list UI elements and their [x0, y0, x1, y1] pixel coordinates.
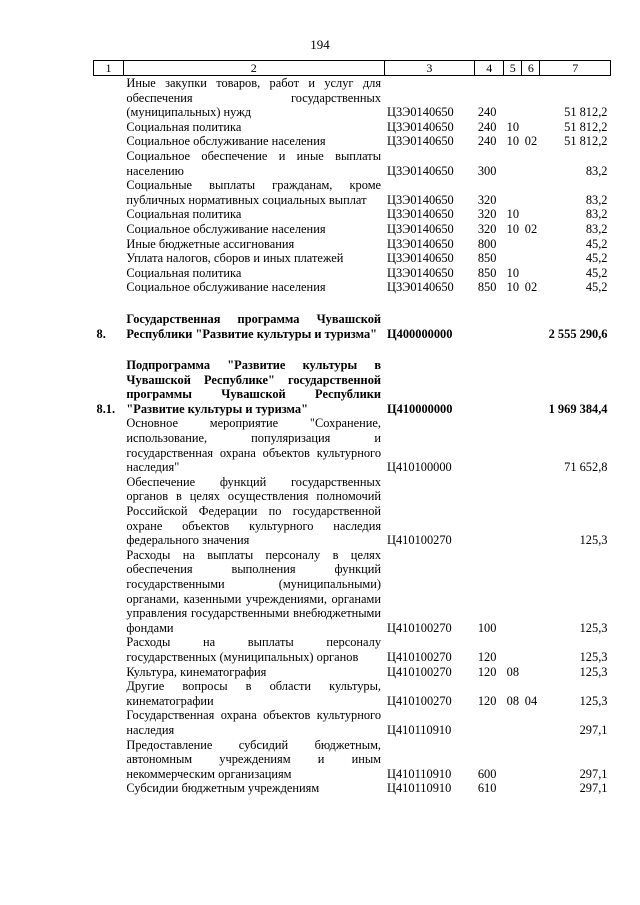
subsection-code: [522, 149, 540, 178]
row-name: Социальная политика: [126, 207, 242, 222]
row-name: Социальное обслуживание населения: [126, 280, 326, 295]
row-number: [94, 134, 124, 149]
section-code: [504, 738, 522, 782]
column-number: 3: [384, 61, 475, 76]
column-number: 1: [94, 61, 124, 76]
column-number: 2: [123, 61, 384, 76]
table-row: [94, 251, 611, 266]
table-row: [94, 635, 611, 664]
section-code: 10: [506, 207, 520, 222]
section-code: [504, 149, 522, 178]
target-article-code: Ц3Э0140650: [387, 105, 454, 120]
table-row: [94, 207, 611, 222]
row-number: [94, 76, 124, 120]
spacer-row: [94, 295, 611, 312]
expense-type-code: [475, 475, 504, 548]
row-amount: 45,2: [585, 280, 608, 295]
subsection-code: [522, 207, 540, 222]
target-article-code: Ц3Э0140650: [387, 236, 454, 251]
expense-type-code: 850: [477, 280, 497, 295]
row-number: [94, 635, 124, 664]
table-row: [94, 280, 611, 295]
row-name: Другие вопросы в области культуры, кинематографии: [126, 679, 382, 708]
table-row: [94, 76, 611, 120]
target-article-code: Ц3Э0140650: [387, 221, 454, 236]
row-name: Государственная программа Чувашской Республики "Развитие культуры и туризма": [126, 311, 382, 341]
row-name: Обеспечение функций государственных органов в целях осуществления полномочий Российской Федерации по государственной охране объектов культурного наследия федерального значения: [126, 474, 382, 548]
row-number: [94, 475, 124, 548]
row-number: 8.: [96, 326, 106, 341]
row-name: Культура, кинематография: [126, 664, 267, 679]
row-amount: 125,3: [579, 693, 608, 708]
column-number: 7: [540, 61, 611, 76]
row-name: Основное мероприятие "Сохранение, использование, популяризация и государственная охрана объектов культурного наследия": [126, 416, 382, 475]
table-row: [94, 178, 611, 207]
section-code: 10: [506, 134, 520, 149]
row-amount: 51 812,2: [564, 134, 608, 149]
expense-type-code: 600: [477, 766, 497, 781]
column-number: 6: [522, 61, 540, 76]
row-number: [94, 280, 124, 295]
table-row: [94, 358, 611, 416]
target-article-code: Ц410100270: [387, 620, 452, 635]
row-amount: 297,1: [579, 722, 608, 737]
subsection-code: [522, 251, 540, 266]
expense-type-code: 120: [477, 693, 497, 708]
section-code: [504, 548, 522, 636]
expense-type-code: 320: [477, 207, 497, 222]
column-number: 5: [504, 61, 522, 76]
subsection-code: 02: [524, 280, 538, 295]
target-article-code: Ц410000000: [387, 401, 453, 416]
row-name: Социальное обслуживание населения: [126, 134, 326, 149]
spacer-row: [94, 341, 611, 358]
row-amount: 71 652,8: [564, 460, 608, 475]
row-number: [94, 266, 124, 281]
section-code: [504, 781, 522, 796]
section-code: [504, 635, 522, 664]
subsection-code: 02: [524, 134, 538, 149]
target-article-code: Ц3Э0140650: [387, 207, 454, 222]
table-row: [94, 738, 611, 782]
expense-type-code: [475, 358, 504, 416]
table-row: [94, 222, 611, 237]
subsection-code: [522, 358, 540, 416]
row-number: [94, 237, 124, 252]
section-code: 10: [506, 119, 520, 134]
expense-type-code: 850: [477, 265, 497, 280]
row-name: Социальные выплаты гражданам, кроме публичных нормативных социальных выплат: [126, 178, 382, 207]
target-article-code: Ц410110910: [387, 781, 452, 796]
section-code: [504, 178, 522, 207]
column-number: 4: [475, 61, 504, 76]
table-row: [94, 266, 611, 281]
budget-table: [93, 60, 611, 796]
row-number: [94, 708, 124, 737]
section-code: [504, 76, 522, 120]
target-article-code: Ц400000000: [387, 326, 453, 341]
row-number: [94, 207, 124, 222]
expense-type-code: 300: [477, 163, 497, 178]
section-code: [504, 237, 522, 252]
page-number: 194: [310, 37, 330, 52]
table-row: [94, 475, 611, 548]
target-article-code: Ц3Э0140650: [387, 119, 454, 134]
expense-type-code: 240: [477, 119, 497, 134]
section-code: [504, 416, 522, 474]
row-amount: 83,2: [585, 163, 608, 178]
target-article-code: Ц410100270: [387, 693, 452, 708]
row-number: [94, 149, 124, 178]
subsection-code: [522, 708, 540, 737]
column-number-header: [94, 61, 611, 76]
row-amount: 51 812,2: [564, 105, 608, 120]
expense-type-code: 800: [477, 236, 497, 251]
expense-type-code: [475, 416, 504, 474]
subsection-code: [522, 635, 540, 664]
subsection-code: [522, 120, 540, 135]
target-article-code: Ц3Э0140650: [387, 251, 454, 266]
row-amount: 297,1: [579, 781, 608, 796]
expense-type-code: [475, 708, 504, 737]
target-article-code: Ц410100270: [387, 664, 452, 679]
subsection-code: [522, 781, 540, 796]
row-amount: 51 812,2: [564, 119, 608, 134]
section-code: [504, 475, 522, 548]
table-row: [94, 665, 611, 680]
row-name: Государственная охрана объектов культурного наследия: [126, 708, 382, 737]
target-article-code: Ц410110910: [387, 766, 452, 781]
subsection-code: [522, 416, 540, 474]
expense-type-code: 100: [477, 620, 497, 635]
row-number: [94, 178, 124, 207]
subsection-code: [522, 266, 540, 281]
expense-type-code: 120: [477, 649, 497, 664]
subsection-code: [522, 548, 540, 636]
row-amount: 125,3: [579, 620, 608, 635]
row-amount: 1 969 384,4: [548, 401, 608, 416]
target-article-code: Ц410100000: [387, 460, 452, 475]
row-amount: 2 555 290,6: [548, 326, 608, 341]
section-code: [504, 358, 522, 416]
table-body: [94, 76, 611, 796]
subsection-code: [522, 76, 540, 120]
target-article-code: Ц410110910: [387, 722, 452, 737]
row-name: Предоставление субсидий бюджетным, автономным учреждениям и иным некоммерческим организациям: [126, 737, 382, 781]
row-name: Социальная политика: [126, 119, 242, 134]
expense-type-code: 120: [477, 664, 497, 679]
table-row: [94, 708, 611, 737]
row-amount: 45,2: [585, 265, 608, 280]
row-name: Расходы на выплаты персоналу в целях обеспечения выполнения функций государственными (муниципальными) органами, казенными учреждениями, органами управления государственными внебюджетными фондами: [126, 547, 382, 635]
row-name: Уплата налогов, сборов и иных платежей: [126, 251, 344, 266]
section-code: 10: [506, 221, 520, 236]
table-row: [94, 548, 611, 636]
expense-type-code: 320: [477, 221, 497, 236]
row-name: Социальное обеспечение и иные выплаты населению: [126, 148, 382, 178]
row-amount: 45,2: [585, 236, 608, 251]
row-name: Субсидии бюджетным учреждениям: [126, 781, 320, 796]
table-row: [94, 679, 611, 708]
row-amount: 83,2: [585, 207, 608, 222]
row-amount: 297,1: [579, 766, 608, 781]
table-row: [94, 149, 611, 178]
table-row: [94, 120, 611, 135]
row-name: Иные закупки товаров, работ и услуг для обеспечения государственных (муниципальных) нужд: [126, 76, 382, 120]
table-row: [94, 134, 611, 149]
row-number: [94, 548, 124, 636]
subsection-code: [522, 665, 540, 680]
subsection-code: [522, 738, 540, 782]
row-amount: 83,2: [585, 221, 608, 236]
target-article-code: Ц3Э0140650: [387, 265, 454, 280]
target-article-code: Ц3Э0140650: [387, 280, 454, 295]
row-number: [94, 679, 124, 708]
section-code: [504, 708, 522, 737]
row-amount: 125,3: [579, 664, 608, 679]
target-article-code: Ц3Э0140650: [387, 192, 454, 207]
row-number: [94, 665, 124, 680]
row-name: Социальное обслуживание населения: [126, 221, 326, 236]
expense-type-code: 240: [477, 105, 497, 120]
row-number: [94, 781, 124, 796]
subsection-code: 04: [524, 693, 538, 708]
expense-type-code: 240: [477, 134, 497, 149]
row-name: Подпрограмма "Развитие культуры в Чувашской Республике" государственной программы Чувашской Республики "Развитие культуры и туризма": [126, 358, 382, 416]
section-code: 08: [506, 693, 520, 708]
subsection-code: [522, 237, 540, 252]
row-name: Социальная политика: [126, 265, 242, 280]
target-article-code: Ц3Э0140650: [387, 163, 454, 178]
row-name: Иные бюджетные ассигнования: [126, 236, 295, 251]
row-amount: 45,2: [585, 251, 608, 266]
table-row: [94, 237, 611, 252]
row-number: [94, 416, 124, 474]
section-code: [504, 251, 522, 266]
target-article-code: Ц410100270: [387, 533, 452, 548]
subsection-code: [522, 178, 540, 207]
expense-type-code: [475, 312, 504, 341]
section-code: 08: [506, 664, 520, 679]
expense-type-code: 850: [477, 251, 497, 266]
row-number: [94, 222, 124, 237]
table-row: [94, 781, 611, 796]
expense-type-code: 320: [477, 192, 497, 207]
section-code: 10: [506, 280, 520, 295]
row-amount: 83,2: [585, 192, 608, 207]
row-amount: 125,3: [579, 533, 608, 548]
row-number: [94, 738, 124, 782]
section-code: 10: [506, 265, 520, 280]
row-number: [94, 120, 124, 135]
table-row: [94, 312, 611, 341]
subsection-code: [522, 475, 540, 548]
row-number: [94, 251, 124, 266]
row-number: 8.1.: [96, 401, 116, 416]
row-amount: 125,3: [579, 649, 608, 664]
expense-type-code: 610: [477, 781, 497, 796]
subsection-code: 02: [524, 221, 538, 236]
table-row: [94, 416, 611, 474]
target-article-code: Ц410100270: [387, 649, 452, 664]
target-article-code: Ц3Э0140650: [387, 134, 454, 149]
section-code: [504, 312, 522, 341]
row-name: Расходы на выплаты персоналу государственных (муниципальных) органов: [126, 635, 382, 664]
subsection-code: [522, 312, 540, 341]
